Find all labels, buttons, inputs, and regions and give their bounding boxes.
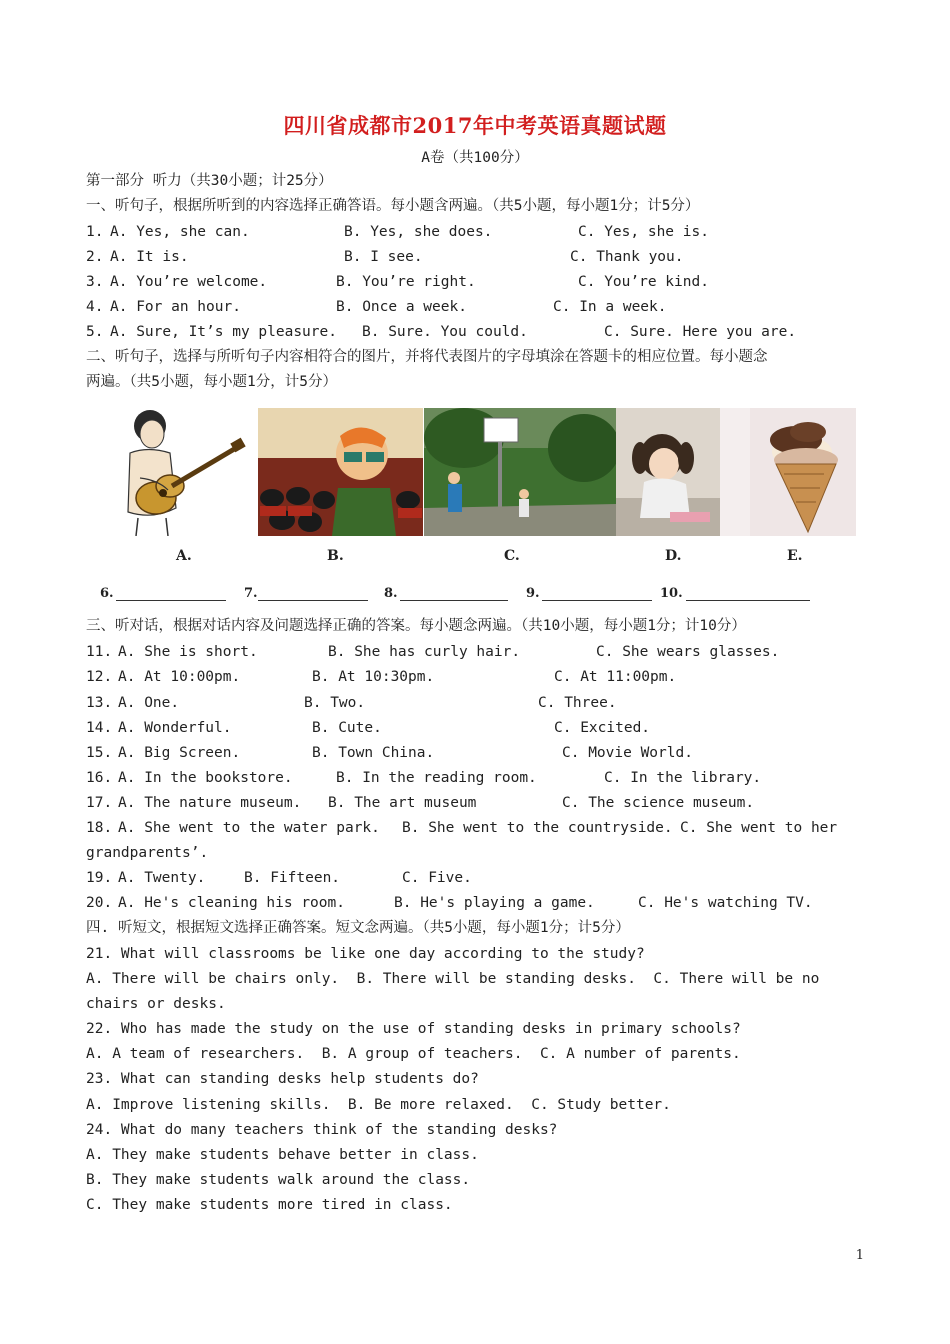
option-c: C. Thank you. xyxy=(570,249,684,265)
option-c: C. Five. xyxy=(402,870,472,886)
option-c: C. Sure. Here you are. xyxy=(604,324,797,340)
option-b: B. Cute. xyxy=(312,720,382,736)
question-row xyxy=(86,248,876,266)
question-number: 5. xyxy=(86,324,104,340)
options-line: A. Improve listening skills. B. Be more relaxed. C. Study better. xyxy=(86,1097,671,1113)
question-number: 20. xyxy=(86,895,113,911)
question-number: 15. xyxy=(86,745,113,761)
option-a: A. For an hour. xyxy=(110,299,241,315)
option-c: C. Movie World. xyxy=(562,745,693,761)
question-number: 3. xyxy=(86,274,104,290)
option-c: C. Yes, she is. xyxy=(578,224,709,240)
option-c: C. The science museum. xyxy=(562,795,755,811)
picture-label-b: B. xyxy=(327,548,344,564)
option-b: B. She has curly hair. xyxy=(328,644,521,660)
question-text: 21. What will classrooms be like one day according to the study? xyxy=(86,946,645,962)
option-b: B. Town China. xyxy=(312,745,435,761)
option-a: A. Twenty. xyxy=(118,870,206,886)
question-row xyxy=(86,694,876,712)
question-number: 19. xyxy=(86,870,113,886)
option-a: A. It is. xyxy=(110,249,189,265)
question-row xyxy=(86,298,876,316)
section-3-heading: 三、听对话，根据对话内容及问题选择正确的答案。每小题念两遍。（共10小题，每小题1分；计10分） xyxy=(86,618,746,634)
option-c: C. He's watching TV. xyxy=(638,895,813,911)
option-c: C. In the library. xyxy=(604,770,762,786)
option-c: C. She went to her xyxy=(680,820,838,836)
section-4-heading: 四. 听短文，根据短文选择正确答案。短文念两遍。（共5小题，每小题1分；计5分） xyxy=(86,920,630,936)
picture-c xyxy=(424,408,616,536)
option-c: C. She wears glasses. xyxy=(596,644,780,660)
question-text: 23. What can standing desks help students do? xyxy=(86,1071,479,1087)
option-a: A. She is short. xyxy=(118,644,258,660)
option-b: B. At 10:30pm. xyxy=(312,669,435,685)
picture-label-e: E. xyxy=(787,548,803,564)
option-a: A. She went to the water park. xyxy=(118,820,380,836)
part-heading: 第一部分 听力（共30小题；计25分） xyxy=(86,173,333,189)
question-number: 13. xyxy=(86,695,113,711)
picture-b xyxy=(258,408,423,536)
question-number: 4. xyxy=(86,299,104,315)
answer-blank[interactable] xyxy=(400,600,508,601)
section-2-heading-cont: 两遍。（共5小题，每小题1分，计5分） xyxy=(86,374,337,390)
option-a: A. Yes, she can. xyxy=(110,224,250,240)
option-b: B. Two. xyxy=(304,695,366,711)
question-row xyxy=(86,668,876,686)
question-row xyxy=(86,794,876,812)
picture-label-a: A. xyxy=(176,548,192,564)
page-title: 四川省成都市2017年中考英语真题试题 xyxy=(283,113,667,138)
question-row xyxy=(86,223,876,241)
question-number: 2. xyxy=(86,249,104,265)
option-b: B. You’re right. xyxy=(336,274,476,290)
option-a: A. You’re welcome. xyxy=(110,274,268,290)
option-b: B. The art museum xyxy=(328,795,477,811)
option-b: B. He's playing a game. xyxy=(394,895,595,911)
question-number: 16. xyxy=(86,770,113,786)
option-a: A. Big Screen. xyxy=(118,745,241,761)
option-line: C. They make students more tired in class. xyxy=(86,1197,453,1213)
question-number: 12. xyxy=(86,669,113,685)
option-a: A. He's cleaning his room. xyxy=(118,895,345,911)
question-row xyxy=(86,894,876,912)
question-row xyxy=(86,744,876,762)
page-subtitle: A卷（共100分） xyxy=(421,150,529,166)
option-b: B. I see. xyxy=(344,249,423,265)
option-a: A. At 10:00pm. xyxy=(118,669,241,685)
answer-blank[interactable] xyxy=(686,600,810,601)
question-row xyxy=(86,643,876,661)
option-b: B. Sure. You could. xyxy=(362,324,528,340)
answer-blank[interactable] xyxy=(258,600,368,601)
option-a: A. The nature museum. xyxy=(118,795,302,811)
question-row xyxy=(86,719,876,737)
question-row xyxy=(86,323,876,341)
option-b: B. In the reading room. xyxy=(336,770,537,786)
blank-number: 10. xyxy=(660,586,683,601)
picture-e xyxy=(720,408,856,536)
option-b: B. She went to the countryside. xyxy=(402,820,673,836)
option-a: A. Sure, It’s my pleasure. xyxy=(110,324,337,340)
page-number: 1 xyxy=(855,1248,864,1263)
picture-label-c: C. xyxy=(504,548,520,564)
question-number: 18. xyxy=(86,820,113,836)
question-row xyxy=(86,869,876,887)
option-line: B. They make students walk around the class. xyxy=(86,1172,471,1188)
option-c: C. Excited. xyxy=(554,720,651,736)
option-c: C. Three. xyxy=(538,695,617,711)
question-number: 14. xyxy=(86,720,113,736)
blank-number: 8. xyxy=(384,586,398,601)
picture-d xyxy=(616,408,726,536)
answer-blank[interactable] xyxy=(542,600,652,601)
blank-number: 9. xyxy=(526,586,540,601)
section-1-heading: 一、听句子，根据所听到的内容选择正确答语。每小题含两遍。（共5小题，每小题1分；计5分） xyxy=(86,198,700,214)
question-number: 17. xyxy=(86,795,113,811)
option-b: B. Yes, she does. xyxy=(344,224,493,240)
option-b: B. Fifteen. xyxy=(244,870,341,886)
option-a: A. One. xyxy=(118,695,180,711)
option-b: B. Once a week. xyxy=(336,299,467,315)
picture-a xyxy=(108,408,250,536)
option-a: A. Wonderful. xyxy=(118,720,232,736)
options-line: A. A team of researchers. B. A group of teachers. C. A number of parents. xyxy=(86,1046,741,1062)
section-2-heading: 二、听句子，选择与所听句子内容相符合的图片，并将代表图片的字母填涂在答题卡的相应位置。每小题念 xyxy=(86,349,768,365)
option-c: C. You’re kind. xyxy=(578,274,709,290)
question-number: 1. xyxy=(86,224,104,240)
question-row xyxy=(86,819,876,837)
question-text: 22. Who has made the study on the use of standing desks in primary schools? xyxy=(86,1021,741,1037)
options-continuation: chairs or desks. xyxy=(86,996,226,1012)
question-number: 11. xyxy=(86,644,113,660)
options-line: A. There will be chairs only. B. There will be standing desks. C. There will be no xyxy=(86,971,820,987)
question-row xyxy=(86,273,876,291)
option-a: A. In the bookstore. xyxy=(118,770,293,786)
question-continuation: grandparents’. xyxy=(86,845,209,861)
blank-number: 6. xyxy=(100,586,114,601)
question-row xyxy=(86,769,876,787)
option-line: A. They make students behave better in class. xyxy=(86,1147,479,1163)
question-text: 24. What do many teachers think of the standing desks? xyxy=(86,1122,558,1138)
picture-strip xyxy=(108,408,856,536)
blank-number: 7. xyxy=(244,586,258,601)
answer-blank[interactable] xyxy=(116,600,226,601)
picture-label-d: D. xyxy=(665,548,682,564)
option-c: C. In a week. xyxy=(553,299,667,315)
option-c: C. At 11:00pm. xyxy=(554,669,677,685)
